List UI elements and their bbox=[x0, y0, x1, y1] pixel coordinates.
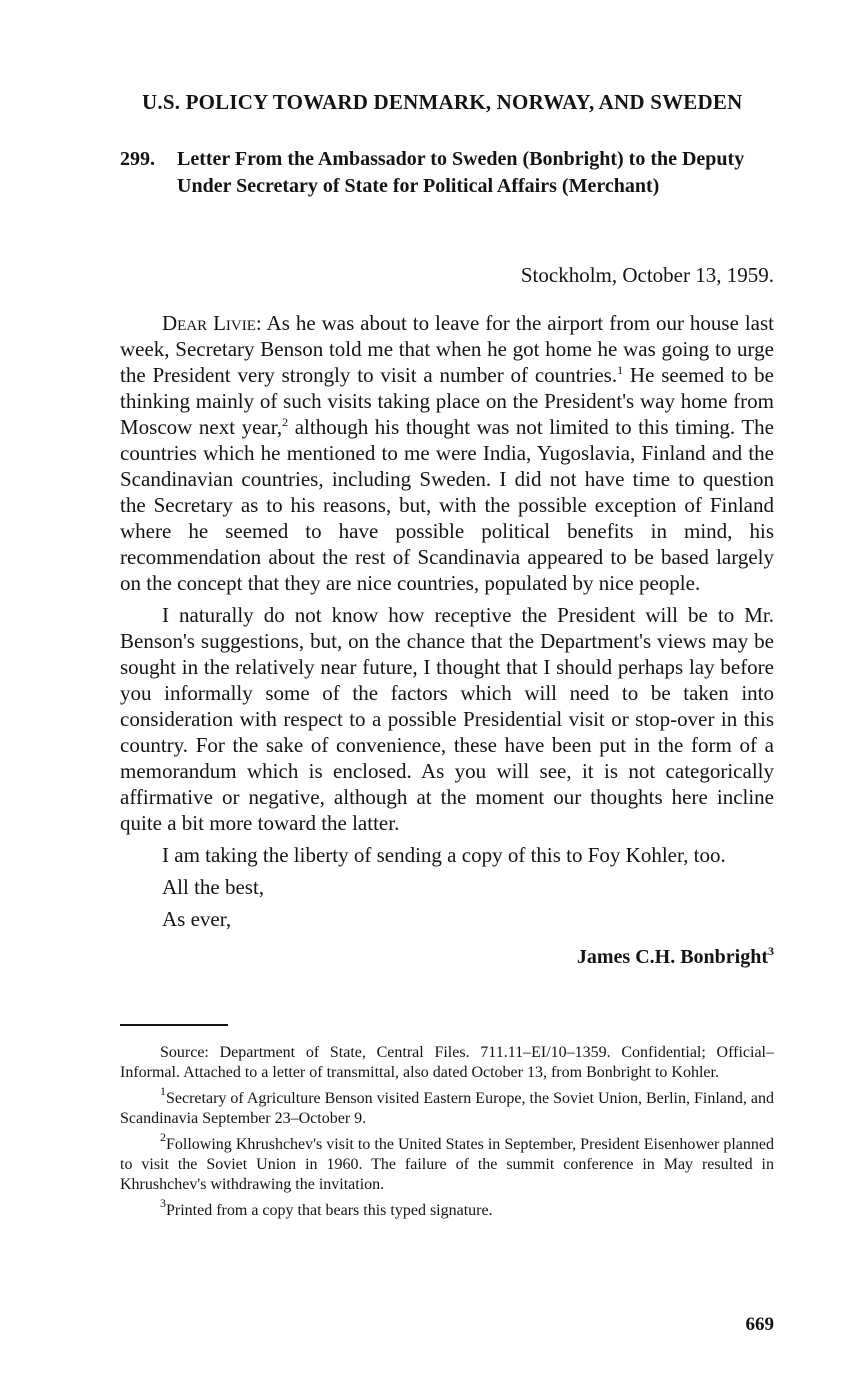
signature bbox=[120, 943, 774, 971]
salutation: Dear Livie: bbox=[162, 311, 262, 335]
footnote-1 bbox=[120, 1084, 774, 1129]
footnotes bbox=[120, 1043, 774, 1227]
paragraph-1-part-a: As he was about to leave for the airport from our house last week, Secretary Benson told me that when he got home he was going to urge the President very strongly to visit a number of countries. bbox=[120, 311, 774, 387]
paragraph-1-part-c: although his thought was not limited to this timing. The countries which he mentioned to me were India, Yugoslavia, Finland and the Scandinavian countries, including Sweden. I did not have time to question the Secretary as to his reasons, but, with the possible exception of Finland where he seemed to have possible political benefits in mind, his recommendation about the rest of Scandinavia appeared to be based largely on the concept that they are nice countries, populated by nice people. bbox=[120, 415, 775, 595]
footnote-ref-2: 2 bbox=[282, 415, 289, 429]
document-heading bbox=[120, 146, 780, 200]
footnote-text: Following Khrushchev's visit to the United States in September, President Eisenhower planned to visit the Soviet Union in 1960. The failure of the summit conference in May resulted in Khrushchev's withdrawing the invitation. bbox=[120, 1136, 774, 1193]
dateline: Stockholm, October 13, 1959. bbox=[520, 263, 774, 287]
footnote-ref-1: 1 bbox=[617, 363, 624, 377]
footnote-marker: 1 bbox=[160, 1084, 166, 1098]
footnote-divider bbox=[120, 1024, 228, 1026]
closing-line-2: As ever, bbox=[162, 907, 232, 931]
footnote-3 bbox=[120, 1196, 774, 1221]
page-number: 669 bbox=[745, 1314, 774, 1335]
running-head: U.S. POLICY TOWARD DENMARK, NORWAY, AND SWEDEN bbox=[142, 90, 743, 114]
letter-paragraph-3: I am taking the liberty of sending a copy of this to Foy Kohler, too. bbox=[162, 843, 726, 867]
document-title: Letter From the Ambassador to Sweden (Bonbright) to the Deputy Under Secretary of State for Political Affairs (Merchant) bbox=[177, 148, 745, 197]
footnote-2 bbox=[120, 1130, 774, 1195]
footnote-marker: 3 bbox=[160, 1196, 166, 1210]
footnote-marker: 2 bbox=[160, 1130, 166, 1144]
closing-line-1: All the best, bbox=[162, 875, 265, 899]
footnote-ref-3: 3 bbox=[768, 944, 774, 958]
document-number: 299. bbox=[120, 148, 155, 170]
signature-name: James C.H. Bonbright bbox=[576, 946, 768, 968]
letter-paragraph-1 bbox=[120, 310, 774, 596]
letter-body bbox=[120, 310, 774, 938]
footnote-text: Secretary of Agriculture Benson visited Eastern Europe, the Soviet Union, Berlin, Finland, and Scandinavia September 23–October 9. bbox=[120, 1090, 774, 1127]
letter-paragraph-2: I naturally do not know how receptive the President will be to Mr. Benson's suggestions, but, on the chance that the Department's views may be sought in the relatively near future, I thought that I should perhaps lay before you informally some of the factors which will need to be taken into consideration with respect to a possible Presidential visit or stop-over in this country. For the sake of convenience, these have been put in the form of a memorandum which is enclosed. As you will see, it is not categorically affirmative or negative, although at the moment our thoughts here incline quite a bit more toward the latter. bbox=[120, 603, 774, 835]
paragraph-1-part-b: He seemed to be thinking mainly of such visits taking place on the President's way home from Moscow next year, bbox=[120, 363, 774, 439]
source-note: Source: Department of State, Central Files. 711.11–EI/10–1359. Confidential; Official–Informal. Attached to a letter of transmittal, also dated October 13, from Bonbright to Kohler. bbox=[120, 1044, 774, 1081]
footnote-text: Printed from a copy that bears this typed signature. bbox=[166, 1202, 493, 1219]
